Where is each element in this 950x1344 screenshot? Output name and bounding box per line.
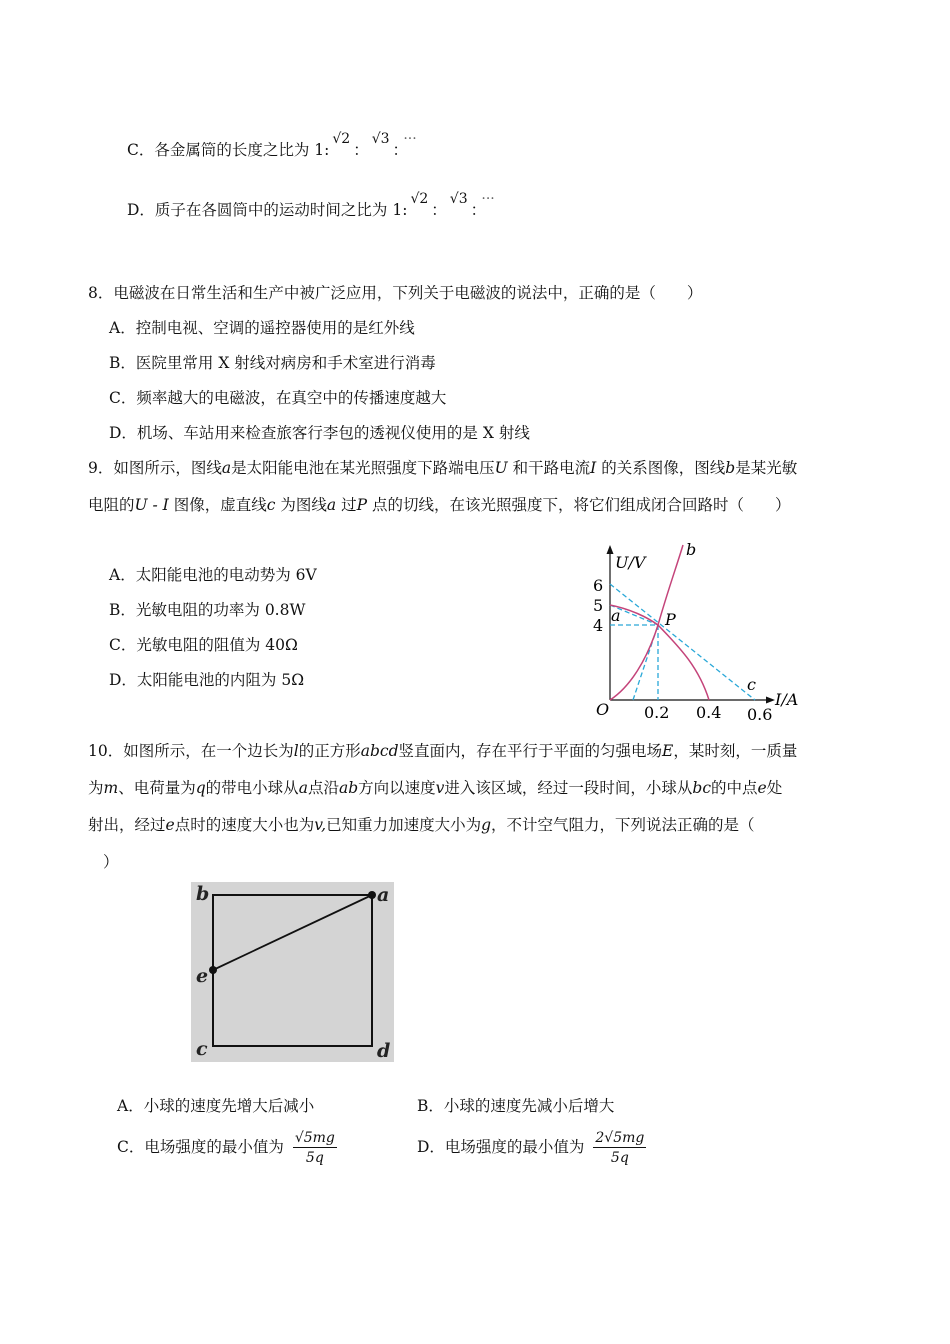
sqrt3: √3 bbox=[371, 131, 390, 147]
q9-stem-line1: 9．如图所示，图线a是太阳能电池在某光照强度下路端电压U 和干路电流I 的关系图像，图线b是某光敏 bbox=[88, 459, 798, 477]
q9-option-d: D．太阳能电池的内阻为 5Ω bbox=[109, 671, 305, 689]
sqrt2: √2 bbox=[332, 131, 351, 147]
fraction-d: $\frac{2√5mg}{5q}$ bbox=[595, 1130, 645, 1166]
q10-option-a: A．小球的速度先增大后减小 bbox=[117, 1097, 315, 1115]
q9-stem-line2: 电阻的U - I 图像，虚直线c 为图线a 过P 点的切线，在该光照强度下，将它们组成闭合回路时（ ） bbox=[88, 496, 791, 514]
q9-option-c: C．光敏电阻的阻值为 40Ω bbox=[109, 636, 298, 654]
q10-option-d: D．电场强度的最小值为 $\frac{2√5mg}{5q}$ bbox=[417, 1130, 645, 1166]
sqrt3: √3 bbox=[449, 191, 468, 207]
q7-option-d: D．质子在各圆筒中的运动时间之比为 1:√2：√3：··· bbox=[127, 191, 495, 219]
q8-option-d: D．机场、车站用来检查旅客行李包的透视仪使用的是 X 射线 bbox=[109, 424, 530, 442]
line-b-label: b bbox=[686, 540, 697, 559]
point-p-label: P bbox=[665, 610, 676, 629]
q10-stem-line4: ） bbox=[103, 853, 119, 871]
q8-option-a: A．控制电视、空调的遥控器使用的是红外线 bbox=[109, 319, 415, 337]
q7-option-c: C．各金属筒的长度之比为 1:√2：√3：··· bbox=[127, 131, 417, 159]
q8-option-c: C．频率越大的电磁波，在真空中的传播速度越大 bbox=[109, 389, 447, 407]
x-tick-04: 0.4 bbox=[696, 703, 722, 722]
x-axis-label: I/A bbox=[775, 690, 799, 709]
q10-option-c: C．电场强度的最小值为 $\frac{√5mg}{5q}$ bbox=[117, 1130, 335, 1166]
label-d: d bbox=[377, 1040, 391, 1062]
curve-a-label: a bbox=[611, 606, 621, 625]
y-tick-6: 6 bbox=[593, 576, 604, 595]
point-a-dot bbox=[368, 891, 376, 899]
fraction-c: $\frac{√5mg}{5q}$ bbox=[294, 1130, 335, 1166]
label-b: b bbox=[196, 883, 210, 905]
q10-square-figure bbox=[191, 882, 394, 1062]
y-tick-4: 4 bbox=[593, 616, 604, 635]
label-c: c bbox=[196, 1038, 208, 1060]
q10-stem-line2: 为m、电荷量为q的带电小球从a点沿ab方向以速度v进入该区域，经过一段时间，小球从bc的中点e处 bbox=[88, 779, 783, 797]
q10-stem-line3: 射出，经过e点时的速度大小也为v,已知重力加速度大小为g，不计空气阻力，下列说法正确的是（ bbox=[88, 816, 755, 834]
x-tick-02: 0.2 bbox=[644, 703, 670, 722]
label-a: a bbox=[377, 884, 390, 906]
q9-ui-graph bbox=[585, 535, 815, 730]
point-e-dot bbox=[209, 966, 217, 974]
line-c-label: c bbox=[747, 675, 756, 694]
q10-stem-line1: 10．如图所示，在一个边长为l的正方形abcd竖直面内，存在平行于平面的匀强电场E，某时刻，一质量 bbox=[88, 742, 798, 760]
q8-stem: 8．电磁波在日常生活和生产中被广泛应用，下列关于电磁波的说法中，正确的是（ ） bbox=[88, 284, 703, 302]
q8-option-b: B．医院里常用 X 射线对病房和手术室进行消毒 bbox=[109, 354, 436, 372]
q9-option-b: B．光敏电阻的功率为 0.8W bbox=[109, 601, 306, 619]
y-axis-arrow-icon bbox=[607, 545, 614, 554]
x-axis-arrow-icon bbox=[766, 697, 775, 704]
label-e: e bbox=[196, 965, 209, 987]
y-tick-5: 5 bbox=[593, 596, 604, 615]
q10-option-b: B．小球的速度先减小后增大 bbox=[417, 1097, 615, 1115]
x-tick-06: 0.6 bbox=[747, 705, 773, 724]
figure-background bbox=[191, 882, 394, 1062]
sqrt2: √2 bbox=[410, 191, 429, 207]
y-axis-label: U/V bbox=[615, 553, 646, 572]
q9-option-a: A．太阳能电池的电动势为 6V bbox=[109, 566, 317, 584]
origin-label: O bbox=[596, 700, 610, 719]
tangent-line-c bbox=[610, 584, 755, 700]
